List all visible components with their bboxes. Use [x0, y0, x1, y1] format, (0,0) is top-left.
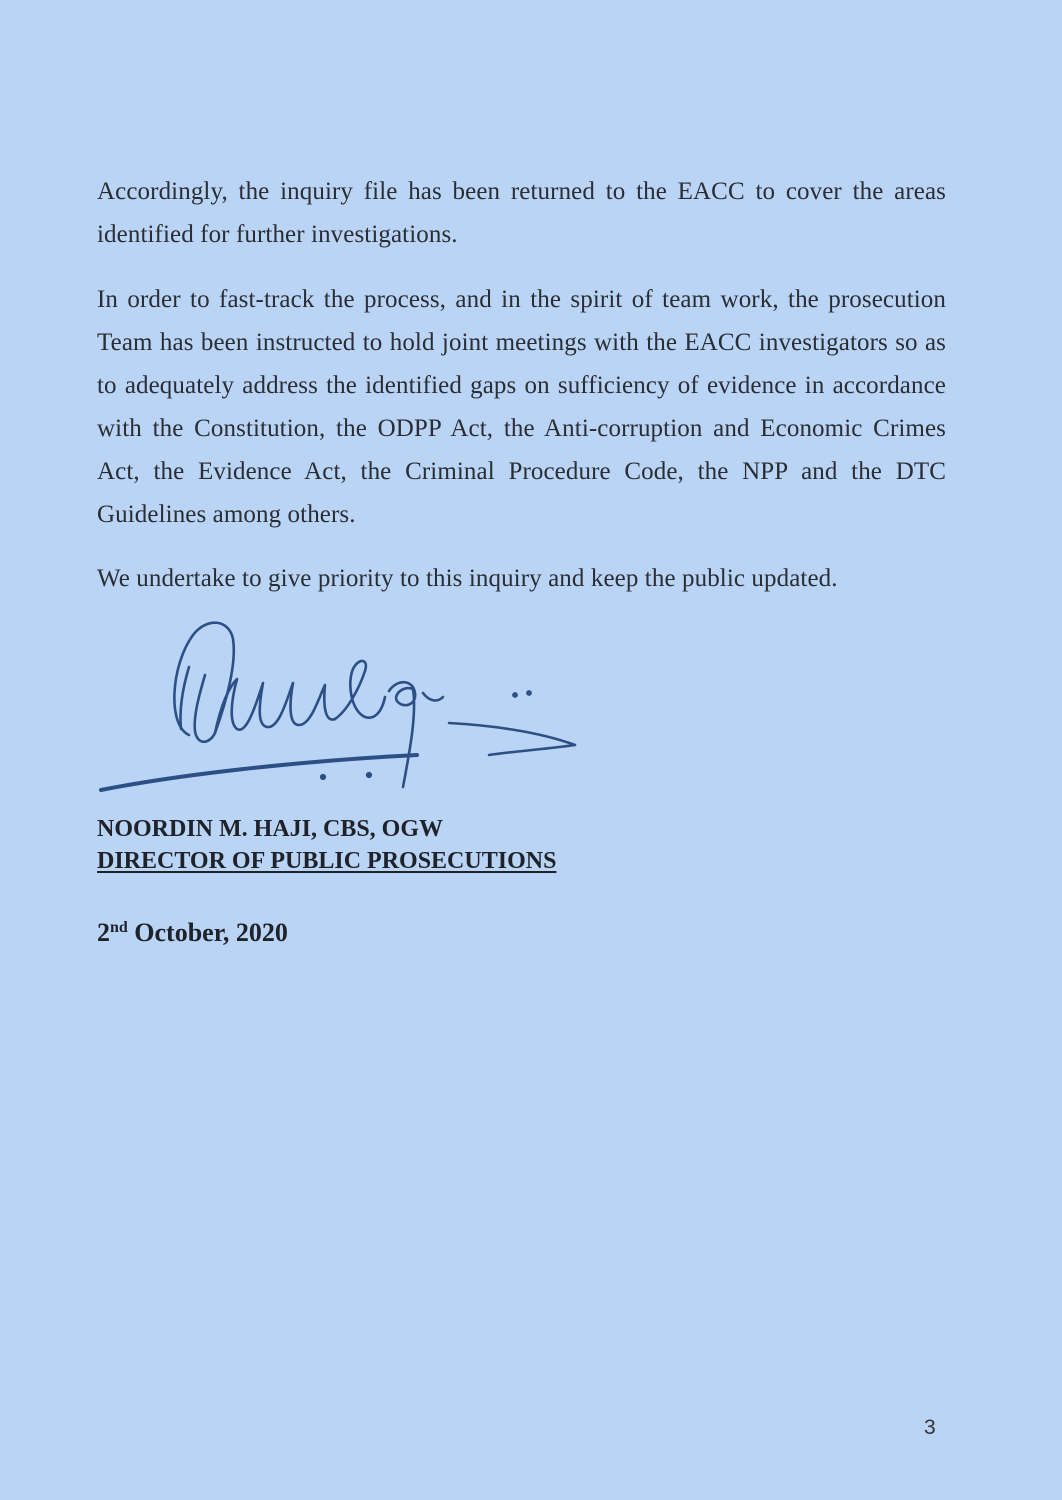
- paragraph-joint-meetings: In order to fast-track the process, and in the spirit of team work, the prosecution Team has been instructed to hold joint meetings with the EACC investigators so as to adequately address the identified gaps on sufficiency of evidence in accordance with the Constitution, the ODPP Act, the Anti-corruption and Economic Crimes Act, the Evidence Act, the Criminal Procedure Code, the NPP and the DTC Guidelines among others.: [97, 286, 946, 528]
- signatory-name: NOORDIN M. HAJI, CBS, OGW: [97, 816, 444, 842]
- date-month-year: October, 2020: [127, 918, 288, 947]
- date-day: 2: [97, 918, 110, 947]
- signatory-title: DIRECTOR OF PUBLIC PROSECUTIONS: [97, 848, 557, 874]
- paragraph-file-returned: Accordingly, the inquiry file has been returned to the EACC to cover the areas identified for further investigations.: [97, 178, 946, 248]
- page-number: 3: [924, 1416, 936, 1439]
- date-day-suffix: nd: [110, 919, 128, 936]
- paragraph-priority-undertaking: We undertake to give priority to this inquiry and keep the public updated.: [97, 565, 838, 592]
- handwritten-signature: [97, 605, 597, 805]
- document-date: [97, 913, 288, 953]
